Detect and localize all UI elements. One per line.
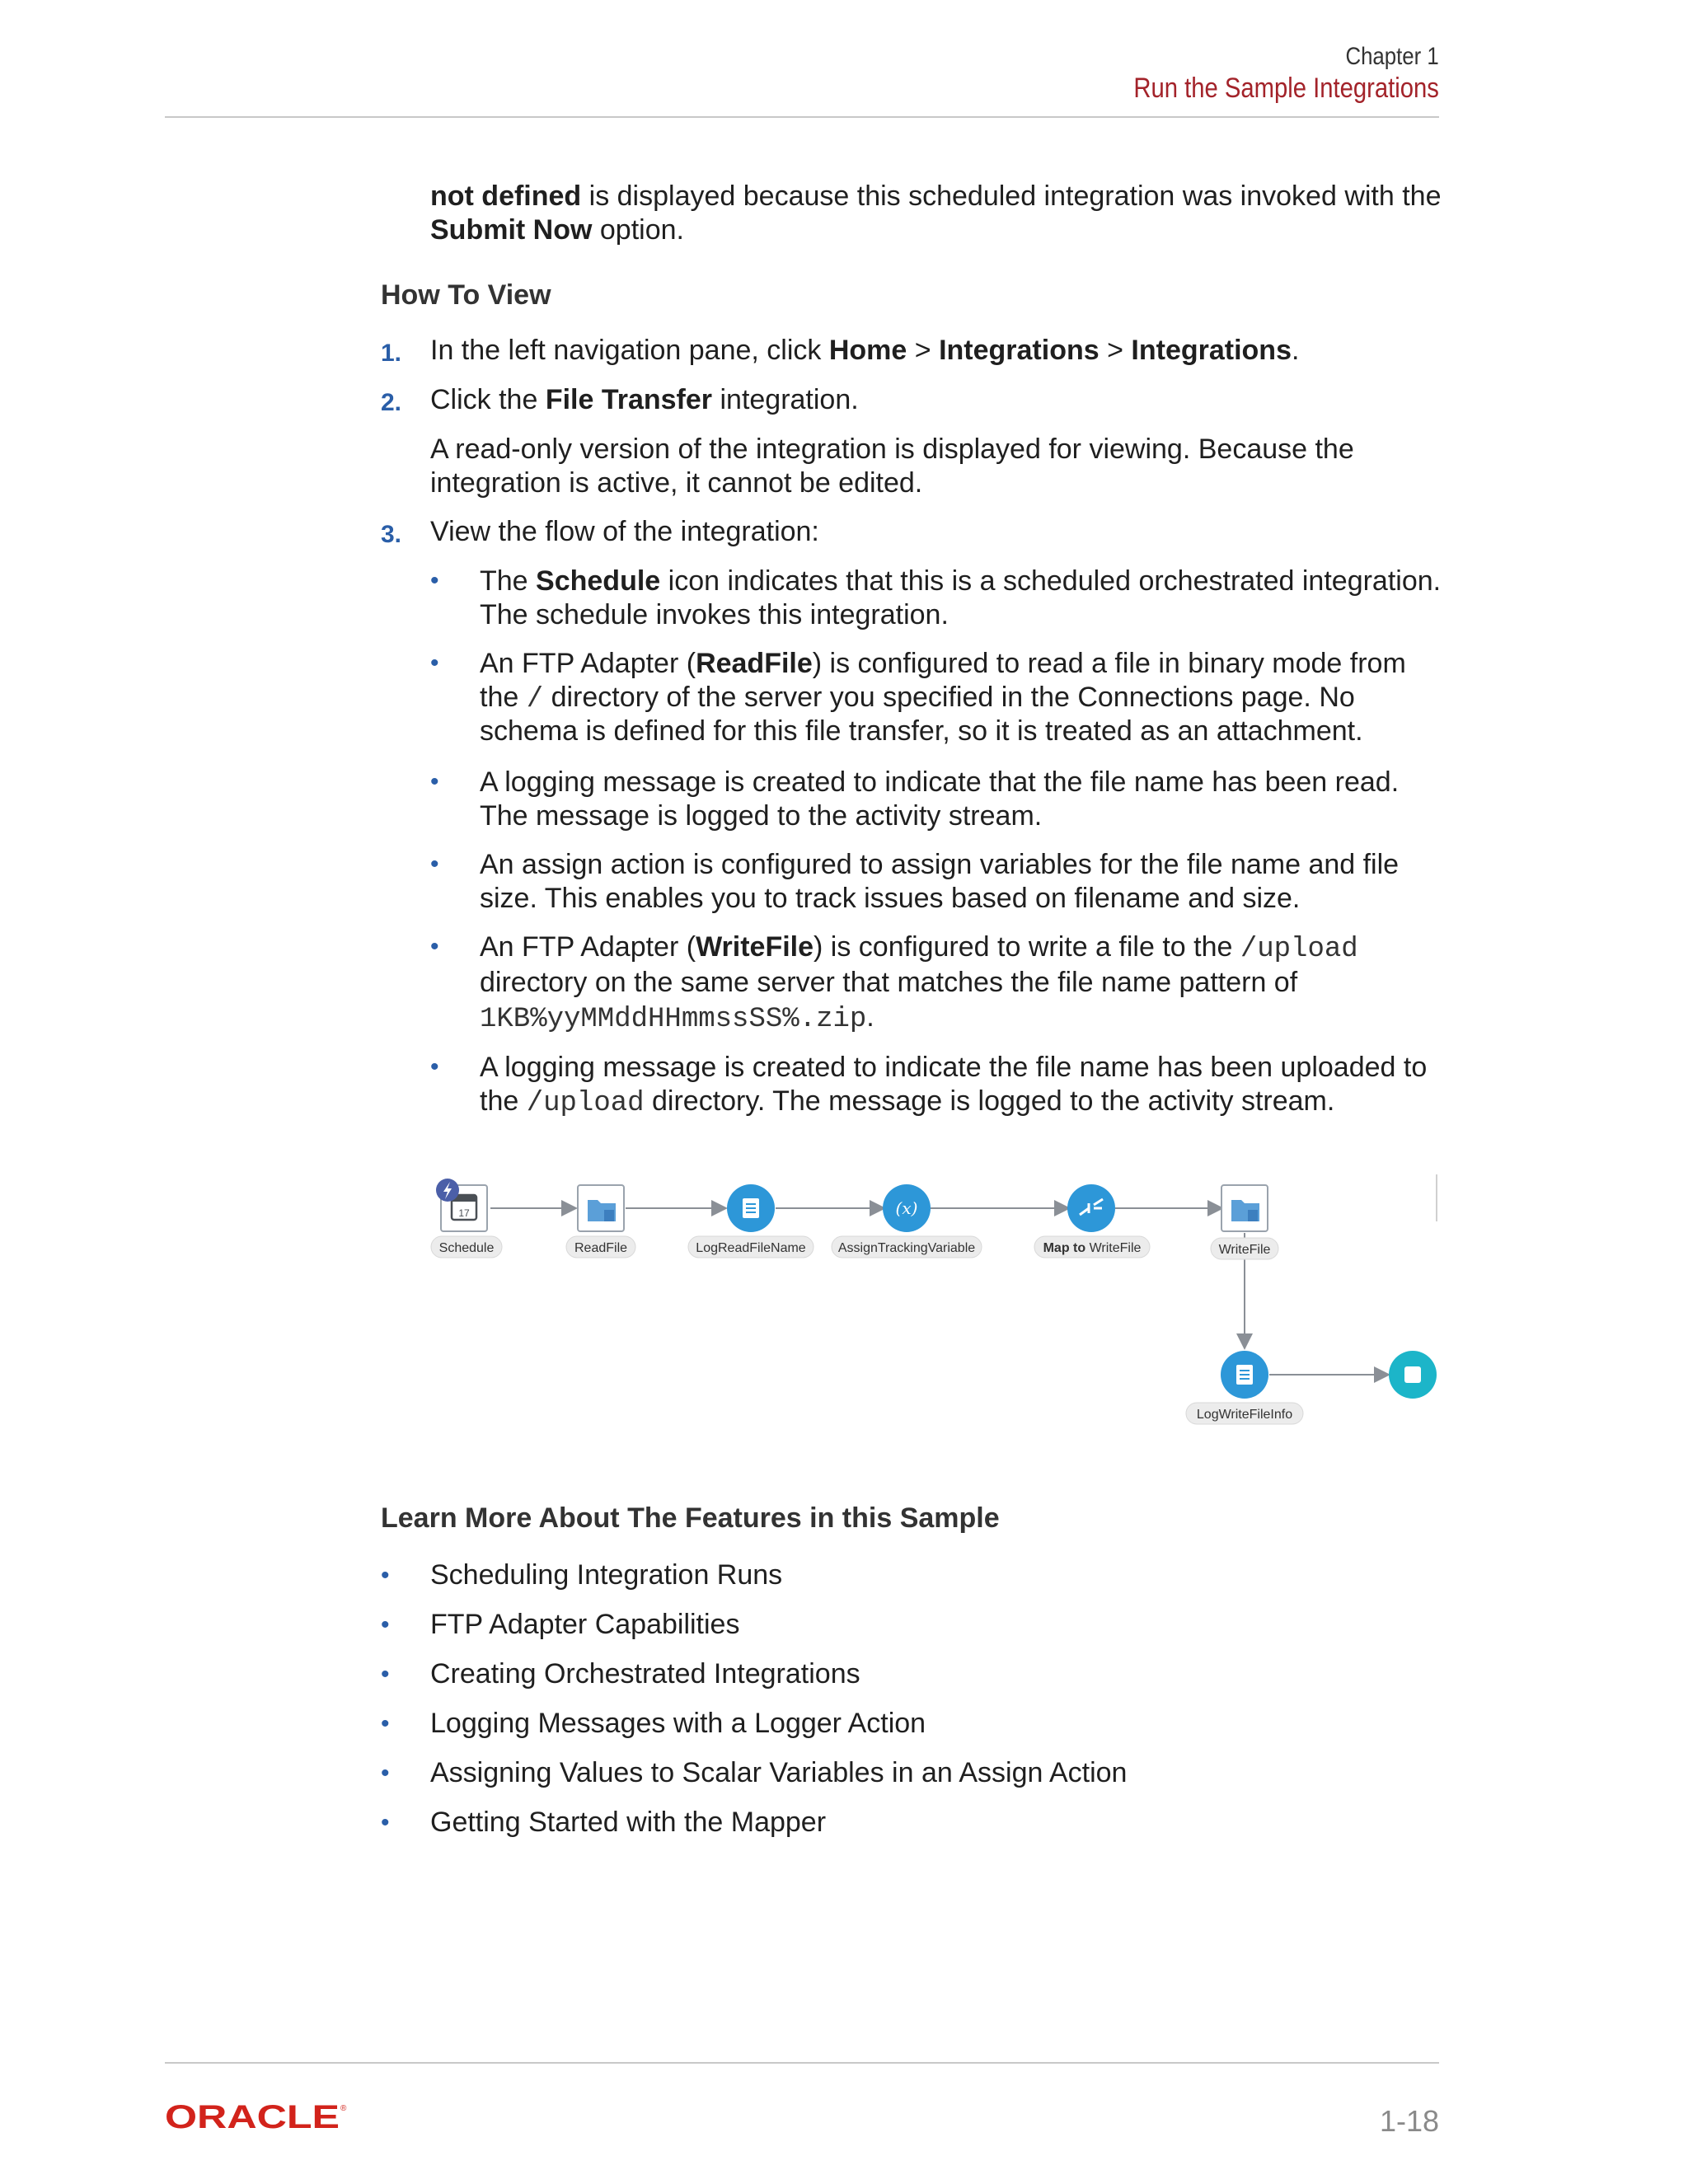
flow-bullet-1-line-1: The Schedule icon indicates that this is a scheduled orchestrated integration. xyxy=(480,565,1442,597)
flow-bullet-2-line-1: An FTP Adapter (ReadFile) is configured to read a file in binary mode from xyxy=(480,648,1406,679)
svg-text:LogWriteFileInfo: LogWriteFileInfo xyxy=(1196,1408,1293,1422)
bullet-dot: • xyxy=(430,649,439,677)
learn-more-link[interactable]: Assigning Values to Scalar Variables in an Assign Action xyxy=(430,1757,1128,1788)
end-node[interactable] xyxy=(1389,1351,1437,1399)
oracle-logo xyxy=(165,2101,354,2134)
node-label xyxy=(1186,1403,1303,1424)
step-2-para-line-1: A read-only version of the integration is displayed for viewing. Because the xyxy=(430,434,1354,465)
svg-text:ORACLE: ORACLE xyxy=(165,2101,340,2134)
header-divider xyxy=(165,116,1439,118)
bullet-dot: • xyxy=(430,1053,439,1080)
flow-bullet-3-line-2: The message is logged to the activity stream. xyxy=(480,800,1043,832)
log-write-fileinfo-node[interactable] xyxy=(1221,1351,1268,1399)
bullet-dot: • xyxy=(381,1809,390,1836)
learn-more-link[interactable]: Creating Orchestrated Integrations xyxy=(430,1658,860,1690)
svg-text:AssignTrackingVariable: AssignTrackingVariable xyxy=(837,1241,976,1255)
log-icon xyxy=(743,1198,759,1218)
bullet-dot: • xyxy=(430,851,439,878)
flow-bullet-5-line-1: An FTP Adapter (WriteFile) is configured to write a file to the /upload xyxy=(480,931,1358,965)
bullet-dot: • xyxy=(381,1661,390,1688)
calendar-icon xyxy=(452,1195,476,1220)
flow-bullet-1-line-2: The schedule invokes this integration. xyxy=(480,599,949,630)
flow-bullet-4-line-2: size. This enables you to track issues based on filename and size. xyxy=(480,883,1301,914)
learn-more-heading: Learn More About The Features in this Sample xyxy=(381,1502,1000,1534)
svg-text:ReadFile: ReadFile xyxy=(574,1241,628,1255)
step-number: 1. xyxy=(381,340,402,367)
step-number: 3. xyxy=(381,521,402,548)
bullet-dot: • xyxy=(381,1760,390,1787)
chapter-label: Chapter 1 xyxy=(1345,43,1439,70)
flow-bullet-2-line-2: the / directory of the server you specified in the Connections page. No xyxy=(480,682,1355,715)
bullet-dot: • xyxy=(430,768,439,795)
learn-more-link[interactable]: FTP Adapter Capabilities xyxy=(430,1609,740,1640)
learn-more-link[interactable]: Getting Started with the Mapper xyxy=(430,1807,827,1838)
flow-bullet-4-line-1: An assign action is configured to assign variables for the file name and file xyxy=(480,849,1400,880)
svg-text:®: ® xyxy=(340,2104,347,2113)
node-label xyxy=(688,1236,814,1258)
assign-tracking-variable-node[interactable] xyxy=(883,1184,931,1232)
step-1-text: In the left navigation pane, click Home > Integrations > Integrations. xyxy=(430,335,1300,366)
flow-bullet-5-line-3: 1KB%yyMMddHHmmssSS%.zip. xyxy=(480,1001,874,1035)
assign-variable-icon: (x) xyxy=(895,1198,918,1218)
flow-bullet-2-line-3: schema is defined for this file transfer, so it is treated as an attachment. xyxy=(480,715,1363,747)
flow-bullet-6-line-1: A logging message is created to indicate the file name has been uploaded to xyxy=(480,1052,1428,1083)
bullet-dot: • xyxy=(381,1611,390,1638)
step-2-text: Click the File Transfer integration. xyxy=(430,384,859,415)
bullet-dot: • xyxy=(430,567,439,594)
intro-line-1: not defined is displayed because this scheduled integration was invoked with the xyxy=(430,180,1442,212)
writefile-node[interactable] xyxy=(1221,1185,1268,1231)
step-2-para-line-2: integration is active, it cannot be edited. xyxy=(430,467,923,499)
flow-bullet-3-line-1: A logging message is created to indicate that the file name has been read. xyxy=(480,766,1400,798)
page-number: 1-18 xyxy=(1379,2104,1439,2138)
node-label xyxy=(1211,1238,1278,1259)
section-title[interactable]: Run the Sample Integrations xyxy=(1133,73,1439,104)
intro-line-2: Submit Now option. xyxy=(430,214,684,246)
learn-more-link[interactable]: Logging Messages with a Logger Action xyxy=(430,1708,926,1739)
flow-bullet-5-line-2: directory on the same server that matches the file name pattern of xyxy=(480,967,1298,998)
node-label xyxy=(1034,1236,1150,1258)
integration-flow-diagram xyxy=(424,1162,1438,1442)
learn-more-link[interactable]: Scheduling Integration Runs xyxy=(430,1559,783,1591)
how-to-view-heading: How To View xyxy=(381,279,551,311)
node-label xyxy=(566,1236,635,1258)
node-label xyxy=(431,1236,502,1258)
svg-text:Schedule: Schedule xyxy=(438,1241,495,1255)
bullet-dot: • xyxy=(381,1562,390,1589)
bullet-dot: • xyxy=(381,1710,390,1737)
footer-divider xyxy=(165,2062,1439,2064)
step-3-text: View the flow of the integration: xyxy=(430,516,819,547)
svg-text:17: 17 xyxy=(458,1207,470,1219)
step-number: 2. xyxy=(381,389,402,416)
map-to-writefile-node[interactable] xyxy=(1067,1184,1115,1232)
node-label xyxy=(832,1236,982,1258)
svg-text:LogReadFileName: LogReadFileName xyxy=(696,1241,806,1255)
log-icon xyxy=(1236,1365,1253,1385)
svg-text:WriteFile: WriteFile xyxy=(1218,1243,1271,1257)
readfile-node[interactable] xyxy=(578,1185,624,1231)
log-read-filename-node[interactable] xyxy=(727,1184,775,1232)
lightning-badge-icon xyxy=(436,1179,459,1202)
stop-icon xyxy=(1404,1366,1421,1383)
svg-text:Map to WriteFile: Map to WriteFile xyxy=(1043,1241,1142,1255)
bullet-dot: • xyxy=(430,933,439,960)
schedule-node[interactable] xyxy=(436,1179,487,1231)
flow-bullet-6-line-2: the /upload directory. The message is logged to the activity stream. xyxy=(480,1085,1335,1119)
